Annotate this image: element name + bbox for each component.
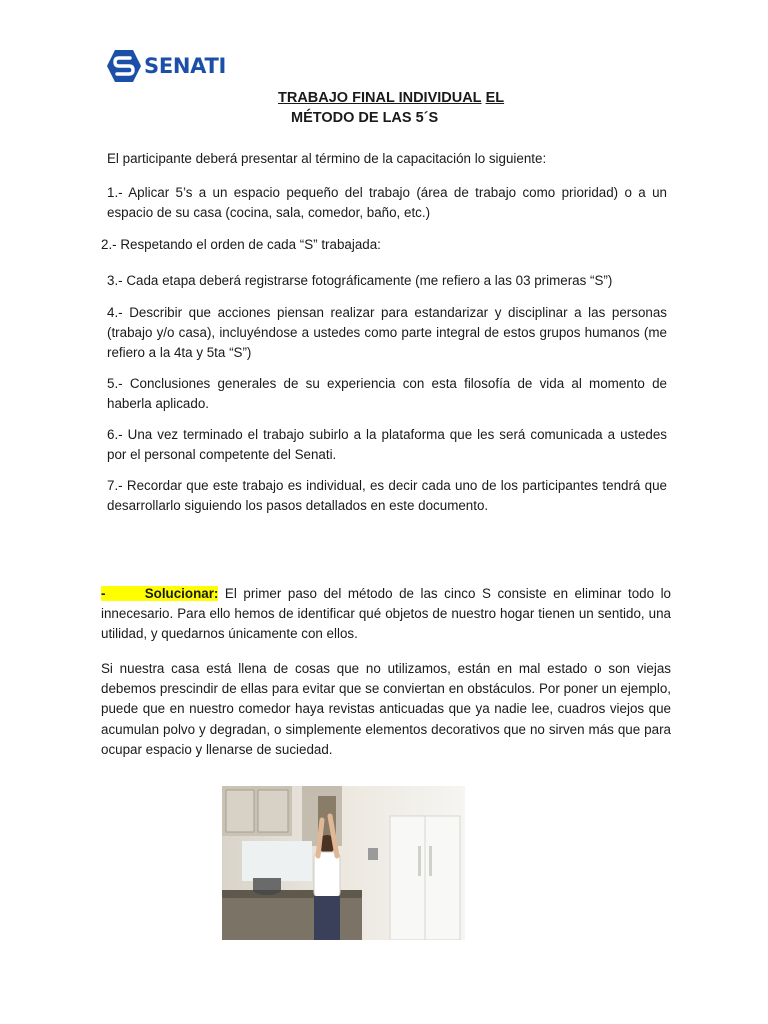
list-item-7: 7.- Recordar que este trabajo es individual, es decir cada uno de los participantes tendrá que desarrollarlo siguiendo los pasos detallados en este documento. — [107, 478, 667, 514]
intro-text: El participante deberá presentar al término de la capacitación lo siguiente: — [107, 151, 547, 166]
solucionar-text: El primer paso del método de las cinco S consiste en eliminar todo lo innecesario. Para ello hemos de identificar qué objetos de nuestro hogar tienen un sentido, una utilidad, y quedarnos únicamente con ellos. — [101, 586, 675, 642]
solucionar-paragraph — [101, 584, 675, 645]
list-item-6: 6.- Una vez terminado el trabajo subirlo a la plataforma que les será comunicada a ustedes por el personal competente del Senati. — [107, 427, 667, 463]
title-subtitle: MÉTODO DE LAS 5´S — [291, 110, 439, 126]
list-item-5: 5.- Conclusiones generales de su experiencia con esta filosofía de vida al momento de haberla aplicado. — [107, 376, 667, 412]
senati-s-icon — [107, 50, 141, 82]
senati-logo — [107, 50, 226, 82]
title-el: EL — [485, 90, 505, 106]
page-title-line2 — [291, 108, 438, 128]
list-item-1: 1.- Aplicar 5’s a un espacio pequeño del trabajo (área de trabajo como prioridad) o a un espacio de su casa (cocina, sala, comedor, baño, etc.) — [107, 185, 667, 221]
kitchen-photo — [222, 786, 465, 940]
page-title-line1 — [278, 88, 504, 108]
title-main: TRABAJO FINAL INDIVIDUAL — [278, 90, 482, 106]
solucionar-highlight: - Solucionar: — [101, 586, 219, 601]
body-paragraph: Si nuestra casa está llena de cosas que no utilizamos, están en mal estado o son viejas debemos prescindir de ellas para evitar que se conviertan en obstáculos. Por poner un ejemplo, puede que en nuestro comedor haya revistas anticuadas que ya nadie lee, cuadros viejos que acumulan polvo y degradan, o simplemente elementos decorativos que no sirven más que para ocupar espacio y llenarse de suciedad. — [101, 661, 671, 757]
list-item-2: 2.- Respetando el orden de cada “S” trabajada: — [101, 237, 381, 252]
list-item-3: 3.- Cada etapa deberá registrarse fotográficamente (me refiero a las 03 primeras “S”) — [107, 273, 613, 288]
logo-text: SENATI — [144, 54, 227, 78]
list-item-4: 4.- Describir que acciones piensan realizar para estandarizar y disciplinar a las personas (trabajo y/o casa), incluyéndose a ustedes como parte integral de estos grupos humanos (me refiero a la 4ta y 5ta “S”) — [107, 305, 667, 361]
